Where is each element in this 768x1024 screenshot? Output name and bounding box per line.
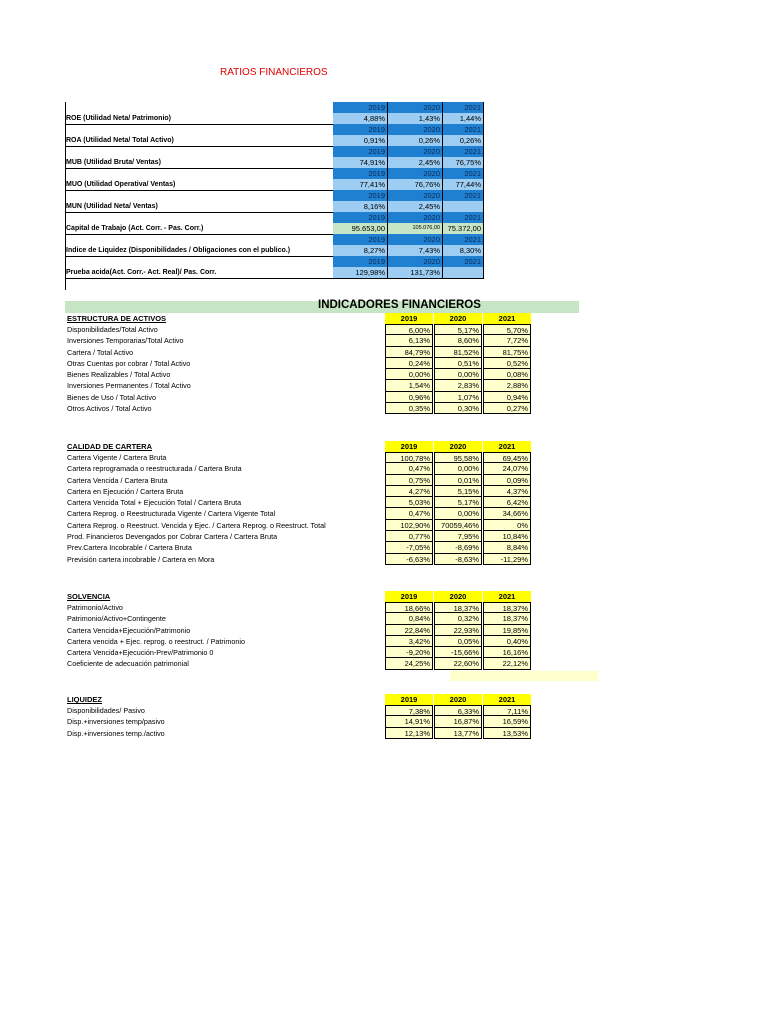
value-cell: 0,47% xyxy=(385,463,433,474)
value-cell: 0,32% xyxy=(434,613,482,624)
table-row xyxy=(65,475,535,486)
year-header-cell: 2019 xyxy=(385,591,433,602)
value-cell: 0,30% xyxy=(434,403,482,414)
value-cell: 0,08% xyxy=(483,369,531,380)
value-cell: 16,59% xyxy=(483,716,531,727)
value-cell: 4,27% xyxy=(385,486,433,497)
year-header-cell: 2020 xyxy=(388,124,443,135)
value-cell: 0,24% xyxy=(385,358,433,369)
value-cell: 0,84% xyxy=(385,613,433,624)
year-header-cell: 2020 xyxy=(434,441,482,452)
year-header-cell: 2020 xyxy=(388,168,443,179)
value-cell: 70059,46% xyxy=(434,520,482,531)
value-cell: 95,58% xyxy=(434,452,482,463)
page-title: RATIOS FINANCIEROS xyxy=(220,67,328,78)
value-cell: 2,88% xyxy=(483,380,531,391)
indicadores-title: INDICADORES FINANCIEROS xyxy=(318,299,481,311)
year-header-cell: 2020 xyxy=(388,256,443,267)
value-cell: 0% xyxy=(483,520,531,531)
ratio-row xyxy=(65,157,484,168)
section-name: SOLVENCIA xyxy=(67,592,111,601)
value-cell: -9,20% xyxy=(385,647,433,658)
table-row xyxy=(65,728,535,739)
value-cell: 8,84% xyxy=(483,542,531,553)
year-header-cell: 2021 xyxy=(443,168,484,179)
year-header-cell: 2020 xyxy=(434,591,482,602)
row-label: Cartera Vigente / Cartera Bruta xyxy=(67,453,167,462)
value-cell: 16,16% xyxy=(483,647,531,658)
row-label: Cartera en Ejecución / Cartera Bruta xyxy=(67,486,184,496)
value-cell: 5,17% xyxy=(434,497,482,508)
value-cell: 12,13% xyxy=(385,728,433,739)
row-label: Otras Cuentas por cobrar / Total Activo xyxy=(67,358,191,368)
value-cell: 81,75% xyxy=(483,347,531,358)
value-cell: 10,84% xyxy=(483,531,531,542)
value-cell: 24,25% xyxy=(385,658,433,669)
year-header-cell: 2021 xyxy=(483,313,531,324)
ratio-value-cell: 2,45% xyxy=(388,201,443,212)
row-label: Disp.+inversiones temp/pasivo xyxy=(67,717,165,727)
ratio-value-cell: 8,30% xyxy=(443,245,484,256)
year-header-cell: 2019 xyxy=(333,190,388,201)
ratio-value-cell: 75.372,00 xyxy=(443,223,484,234)
ratio-value-cell: 8,27% xyxy=(333,245,388,256)
table-row xyxy=(65,520,535,531)
ratio-row xyxy=(65,245,484,256)
value-cell: 5,17% xyxy=(434,324,482,335)
value-cell: 0,00% xyxy=(385,369,433,380)
row-label: Prod. Financieros Devengados por Cobrar Cartera / Cartera Bruta xyxy=(67,532,278,542)
row-label: Cartera Vencida / Cartera Bruta xyxy=(67,475,168,485)
row-label: Cartera Vencida Total + Ejecución Total / Cartera Bruta xyxy=(67,498,242,508)
ratio-value-cell: 74,91% xyxy=(333,157,388,168)
section-header xyxy=(65,694,535,705)
table-row xyxy=(65,658,535,669)
table-row xyxy=(65,324,535,335)
row-label: Cartera Reprog. o Reestruct. Vencida y Ejec. / Cartera Reprog. o Reestruct. Total xyxy=(67,520,326,530)
row-label: Cartera Vencida+Ejecución-Prev/Patrimonio 0 xyxy=(67,648,214,658)
value-cell: -11,29% xyxy=(483,554,531,565)
value-cell: 6,00% xyxy=(385,324,433,335)
row-label: Disponibilidades/ Pasivo xyxy=(67,706,145,715)
table-row xyxy=(65,463,535,474)
year-header-cell: 2020 xyxy=(388,190,443,201)
ratio-value-cell xyxy=(443,201,484,212)
value-cell: 19,85% xyxy=(483,625,531,636)
table-row xyxy=(65,369,535,380)
value-cell: 18,37% xyxy=(434,602,482,613)
year-header-cell: 2020 xyxy=(434,694,482,705)
row-label: Disp.+inversiones temp./activo xyxy=(67,728,165,738)
value-cell: 81,52% xyxy=(434,347,482,358)
ratio-value-cell: 77,44% xyxy=(443,179,484,190)
ratio-label: MUO (Utilidad Operativa/ Ventas) xyxy=(66,181,176,188)
ratio-label: Indice de Liquidez (Disponibilidades / Obligaciones con el publico.) xyxy=(66,247,291,254)
value-cell: 22,60% xyxy=(434,658,482,669)
ratio-row xyxy=(65,135,484,146)
year-header-cell: 2021 xyxy=(443,146,484,157)
row-label: Coeficiente de adecuación patrimonial xyxy=(67,659,189,669)
value-cell: 0,35% xyxy=(385,403,433,414)
year-header-cell: 2021 xyxy=(483,591,531,602)
ratio-value-cell: 1,44% xyxy=(443,113,484,124)
ratio-value-cell: 7,43% xyxy=(388,245,443,256)
row-label: Otros Activos / Total Activo xyxy=(67,404,152,414)
year-header-cell: 2020 xyxy=(388,212,443,223)
value-cell: 7,38% xyxy=(385,705,433,716)
section-2 xyxy=(65,591,535,670)
table-row xyxy=(65,497,535,508)
year-header-cell: 2021 xyxy=(443,212,484,223)
table-row xyxy=(65,602,535,613)
table-row xyxy=(65,613,535,624)
row-label: Inversiones Temporarias/Total Activo xyxy=(67,336,184,346)
value-cell: 0,52% xyxy=(483,358,531,369)
table-row xyxy=(65,625,535,636)
table-row xyxy=(65,542,535,553)
empty-highlight-row xyxy=(450,671,598,681)
section-header xyxy=(65,441,535,452)
value-cell: 0,51% xyxy=(434,358,482,369)
value-cell: 5,70% xyxy=(483,324,531,335)
ratio-label: Prueba acida(Act. Corr.- Act. Real)/ Pas. Corr. xyxy=(66,269,217,276)
row-label: Bienes Realizables / Total Activo xyxy=(67,370,171,380)
value-cell: 34,66% xyxy=(483,508,531,519)
value-cell: 5,15% xyxy=(434,486,482,497)
row-label: Cartera Reprog. o Reestructurada Vigente / Cartera Vigente Total xyxy=(67,509,276,519)
table-row xyxy=(65,380,535,391)
row-label: Patrimonio/Activo+Contingente xyxy=(67,614,166,624)
ratio-year-row xyxy=(65,234,484,245)
year-header-cell: 2021 xyxy=(443,124,484,135)
table-row xyxy=(65,347,535,358)
value-cell: 22,93% xyxy=(434,625,482,636)
value-cell: 0,00% xyxy=(434,463,482,474)
ratio-year-row xyxy=(65,102,484,113)
value-cell: 7,72% xyxy=(483,335,531,346)
ratio-value-cell: 105.076,00 xyxy=(388,223,443,234)
ratio-value-cell: 8,16% xyxy=(333,201,388,212)
year-header-cell: 2021 xyxy=(443,102,484,113)
value-cell: 0,40% xyxy=(483,636,531,647)
value-cell: 0,94% xyxy=(483,392,531,403)
ratio-year-row xyxy=(65,146,484,157)
row-label: Bienes de Uso / Total Activo xyxy=(67,392,156,402)
ratio-row xyxy=(65,267,484,278)
ratio-value-cell: 2,45% xyxy=(388,157,443,168)
table-row xyxy=(65,392,535,403)
ratio-label: Capital de Trabajo (Act. Corr. - Pas. Corr.) xyxy=(66,225,204,232)
value-cell: 22,84% xyxy=(385,625,433,636)
value-cell: 16,87% xyxy=(434,716,482,727)
table-row xyxy=(65,358,535,369)
value-cell: -7,05% xyxy=(385,542,433,553)
table-row xyxy=(65,486,535,497)
row-label: Prev.Cartera Incobrable / Cartera Bruta xyxy=(67,543,192,553)
year-header-cell: 2019 xyxy=(385,694,433,705)
value-cell: 0,00% xyxy=(434,508,482,519)
value-cell: 0,77% xyxy=(385,531,433,542)
year-header-cell: 2019 xyxy=(333,234,388,245)
table-row xyxy=(65,335,535,346)
value-cell: 0,00% xyxy=(434,369,482,380)
row-divider xyxy=(65,278,484,279)
value-cell: 0,75% xyxy=(385,475,433,486)
ratio-year-row xyxy=(65,256,484,267)
ratio-value-cell: 129,98% xyxy=(333,267,388,278)
row-label: Patrimonio/Activo xyxy=(67,603,123,612)
value-cell: 18,37% xyxy=(483,602,531,613)
value-cell: 7,11% xyxy=(483,705,531,716)
value-cell: 3,42% xyxy=(385,636,433,647)
ratio-row xyxy=(65,201,484,212)
value-cell: -6,63% xyxy=(385,554,433,565)
value-cell: 13,77% xyxy=(434,728,482,739)
table-row xyxy=(65,716,535,727)
value-cell: 2,83% xyxy=(434,380,482,391)
value-cell: 4,37% xyxy=(483,486,531,497)
value-cell: 5,03% xyxy=(385,497,433,508)
section-header xyxy=(65,591,535,602)
ratio-value-cell: 95.653,00 xyxy=(333,223,388,234)
ratio-row xyxy=(65,113,484,124)
year-header-cell: 2019 xyxy=(385,313,433,324)
value-cell: 84,79% xyxy=(385,347,433,358)
section-name: CALIDAD DE CARTERA xyxy=(67,442,152,451)
ratio-value-cell: 76,76% xyxy=(388,179,443,190)
value-cell: 69,45% xyxy=(483,452,531,463)
year-header-cell: 2019 xyxy=(333,168,388,179)
row-label: Previsión cartera incobrable / Cartera en Mora xyxy=(67,554,215,564)
value-cell: 1,54% xyxy=(385,380,433,391)
section-1 xyxy=(65,441,535,565)
ratio-label: ROE (Utilidad Neta/ Patrimonio) xyxy=(66,115,172,122)
ratio-label: ROA (Utilidad Neta/ Total Activo) xyxy=(66,137,174,144)
value-cell: 6,13% xyxy=(385,335,433,346)
year-header-cell: 2019 xyxy=(333,212,388,223)
ratio-year-row xyxy=(65,212,484,223)
value-cell: 1,07% xyxy=(434,392,482,403)
section-0 xyxy=(65,313,535,414)
year-header-cell: 2019 xyxy=(385,441,433,452)
value-cell: -8,69% xyxy=(434,542,482,553)
table-row xyxy=(65,647,535,658)
table-row xyxy=(65,554,535,565)
ratios-table xyxy=(65,102,484,278)
year-header-cell: 2021 xyxy=(483,441,531,452)
table-row xyxy=(65,508,535,519)
year-header-cell: 2019 xyxy=(333,256,388,267)
value-cell: 8,60% xyxy=(434,335,482,346)
row-label: Disponibilidades/Total Activo xyxy=(67,325,158,334)
value-cell: 6,33% xyxy=(434,705,482,716)
ratio-year-row xyxy=(65,168,484,179)
value-cell: 6,42% xyxy=(483,497,531,508)
table-row xyxy=(65,705,535,716)
ratio-value-cell: 131,73% xyxy=(388,267,443,278)
row-label: Cartera vencida + Ejec. reprog. o reestruct. / Patrimonio xyxy=(67,636,245,646)
ratio-value-cell: 0,91% xyxy=(333,135,388,146)
year-header-cell: 2021 xyxy=(483,694,531,705)
value-cell: 14,91% xyxy=(385,716,433,727)
ratio-value-cell: 76,75% xyxy=(443,157,484,168)
ratio-value-cell: 0,26% xyxy=(443,135,484,146)
value-cell: 0,96% xyxy=(385,392,433,403)
year-header-cell: 2021 xyxy=(443,190,484,201)
ratio-value-cell: 77,41% xyxy=(333,179,388,190)
table-row xyxy=(65,636,535,647)
section-name: ESTRUCTURA DE ACTIVOS xyxy=(67,314,167,323)
value-cell: 22,12% xyxy=(483,658,531,669)
year-header-cell: 2021 xyxy=(443,256,484,267)
value-cell: 18,37% xyxy=(483,613,531,624)
year-header-cell: 2020 xyxy=(388,146,443,157)
year-header-cell: 2020 xyxy=(434,313,482,324)
ratio-year-row xyxy=(65,124,484,135)
ratio-label: MUB (Utilidad Bruta/ Ventas) xyxy=(66,159,161,166)
ratio-value-cell: 1,43% xyxy=(388,113,443,124)
value-cell: 0,09% xyxy=(483,475,531,486)
ratio-row xyxy=(65,179,484,190)
value-cell: -15,66% xyxy=(434,647,482,658)
value-cell: -8,63% xyxy=(434,554,482,565)
row-label: Cartera / Total Activo xyxy=(67,347,134,357)
ratio-label: MUN (Utilidad Neta/ Ventas) xyxy=(66,203,158,210)
section-3 xyxy=(65,694,535,739)
value-cell: 0,01% xyxy=(434,475,482,486)
value-cell: 24,07% xyxy=(483,463,531,474)
value-cell: 100,78% xyxy=(385,452,433,463)
row-label: Inversiones Permanentes / Total Activo xyxy=(67,381,191,391)
value-cell: 7,95% xyxy=(434,531,482,542)
row-label: Cartera Vencida+Ejecución/Patrimonio xyxy=(67,625,191,635)
ratio-value-cell: 0,26% xyxy=(388,135,443,146)
value-cell: 0,47% xyxy=(385,508,433,519)
year-header-cell: 2020 xyxy=(388,102,443,113)
row-label: Cartera reprogramada o reestructurada / Cartera Bruta xyxy=(67,464,242,474)
section-name: LIQUIDEZ xyxy=(67,695,102,704)
table-row xyxy=(65,452,535,463)
ratio-value-cell xyxy=(443,267,484,278)
year-header-cell: 2020 xyxy=(388,234,443,245)
year-header-cell: 2021 xyxy=(443,234,484,245)
year-header-cell: 2019 xyxy=(333,124,388,135)
value-cell: 18,66% xyxy=(385,602,433,613)
value-cell: 0,27% xyxy=(483,403,531,414)
year-header-cell: 2019 xyxy=(333,102,388,113)
value-cell: 13,53% xyxy=(483,728,531,739)
section-header xyxy=(65,313,535,324)
ratio-year-row xyxy=(65,190,484,201)
ratio-value-cell: 4,88% xyxy=(333,113,388,124)
table-row xyxy=(65,403,535,414)
table-row xyxy=(65,531,535,542)
ratio-row xyxy=(65,223,484,234)
value-cell: 0,05% xyxy=(434,636,482,647)
year-header-cell: 2019 xyxy=(333,146,388,157)
value-cell: 102,90% xyxy=(385,520,433,531)
